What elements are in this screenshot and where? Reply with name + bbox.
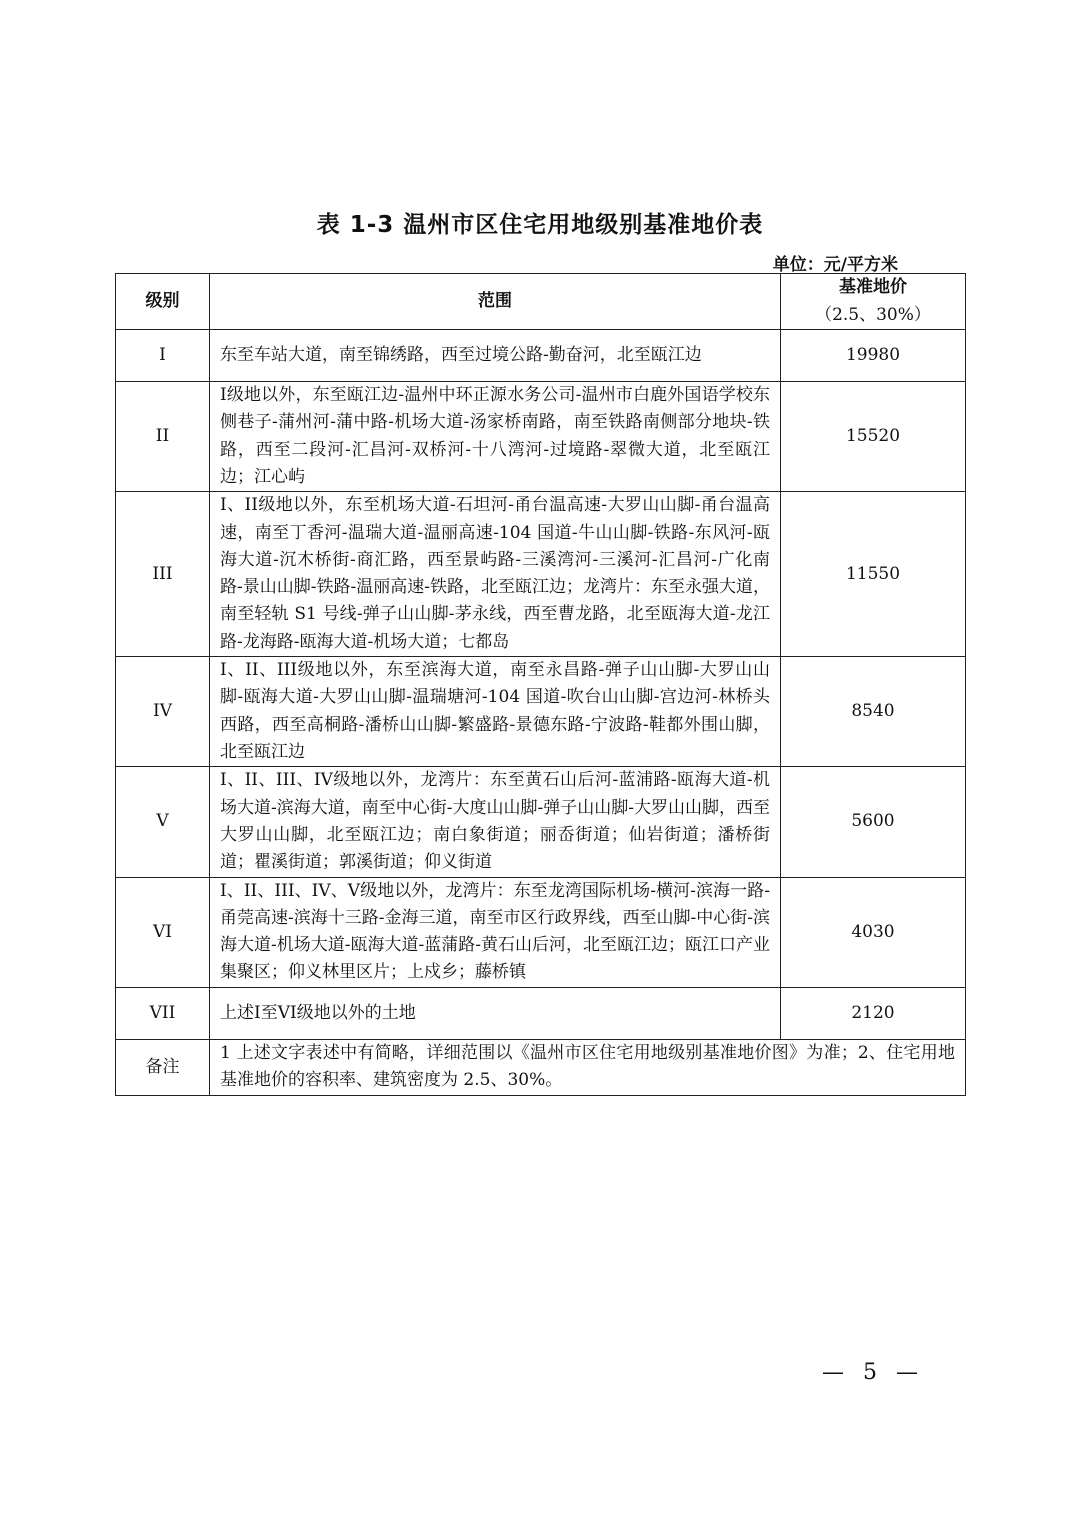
level-cell: IV (116, 657, 210, 767)
unit-label: 单位：元/平方米 (772, 255, 898, 275)
table-row (116, 330, 966, 382)
price-cell: 4030 (781, 877, 966, 987)
range-cell: I、II、III级地以外，东至滨海大道，南至永昌路-弹子山山脚-大罗山山脚-瓯海大道-大罗山山脚-温瑞塘河-104 国道-吹台山山脚-宫边河-林桥头西路，西至高桐路-潘桥山山脚-繁盛路-景德东路-宁波路-鞋都外围山脚，北至瓯江边 (210, 657, 781, 767)
price-cell: 11550 (781, 492, 966, 657)
range-cell: I级地以外，东至瓯江边-温州中环正源水务公司-温州市白鹿外国语学校东侧巷子-蒲州河-蒲中路-机场大道-汤家桥南路，南至铁路南侧部分地块-铁路，西至二段河-汇昌河-双桥河-十八湾河-过境路-翠微大道，北至瓯江边；江心屿 (210, 382, 781, 492)
price-cell: 2120 (781, 987, 966, 1039)
table-row (116, 767, 966, 877)
header-range: 范围 (210, 274, 781, 330)
page-number: — 5 — (822, 1360, 924, 1385)
price-cell: 8540 (781, 657, 966, 767)
level-cell: III (116, 492, 210, 657)
note-row (116, 1039, 966, 1095)
range-cell: 上述I至VI级地以外的土地 (210, 987, 781, 1039)
table-title: 表 1-3 温州市区住宅用地级别基准地价表 (316, 212, 764, 238)
table-row (116, 877, 966, 987)
level-cell: VII (116, 987, 210, 1039)
level-cell: VI (116, 877, 210, 987)
header-price-sub: （2.5、30%） (815, 304, 931, 325)
price-cell: 19980 (781, 330, 966, 382)
header-level: 级别 (116, 274, 210, 330)
level-cell: I (116, 330, 210, 382)
table-header-row (116, 274, 966, 330)
range-cell: I、II级地以外，东至机场大道-石坦河-甬台温高速-大罗山山脚-甬台温高速，南至丁香河-温瑞大道-温丽高速-104 国道-牛山山脚-铁路-东风河-瓯海大道-沉木桥街-商汇路，西至景屿路-三溪湾河-三溪河-汇昌河-广化南路-景山山脚-铁路-温丽高速-铁路，北至瓯江边；龙湾片：东至永强大道，南至轻轨 S1 号线-弹子山山脚-茅永线，西至曹龙路，北至瓯海大道-龙江路-龙海路-瓯海大道-机场大道；七都岛 (210, 492, 781, 657)
land-price-table (115, 273, 966, 1096)
level-cell: V (116, 767, 210, 877)
price-cell: 15520 (781, 382, 966, 492)
range-cell: I、II、III、IV级地以外，龙湾片：东至黄石山后河-蓝浦路-瓯海大道-机场大道-滨海大道，南至中心街-大度山山脚-弹子山山脚-大罗山山脚，西至大罗山山脚，北至瓯江边；南白象街道；丽岙街道；仙岩街道；潘桥街道；瞿溪街道；郭溪街道；仰义街道 (210, 767, 781, 877)
table-row (116, 987, 966, 1039)
range-cell: I、II、III、IV、V级地以外，龙湾片：东至龙湾国际机场-横河-滨海一路-甬莞高速-滨海十三路-金海三道，南至市区行政界线，西至山脚-中心街-滨海大道-机场大道-瓯海大道-蓝蒲路-黄石山后河，北至瓯江边；瓯江口产业集聚区；仰义林里区片；上戍乡；藤桥镇 (210, 877, 781, 987)
table-row (116, 657, 966, 767)
table-row (116, 382, 966, 492)
range-cell: 东至车站大道，南至锦绣路，西至过境公路-勤奋河，北至瓯江边 (210, 330, 781, 382)
note-label: 备注 (116, 1039, 210, 1095)
note-text: 1 上述文字表述中有简略，详细范围以《温州市区住宅用地级别基准地价图》为准；2、住宅用地基准地价的容积率、建筑密度为 2.5、30%。 (210, 1039, 966, 1095)
header-price-label: 基准地价 (839, 277, 907, 298)
level-cell: II (116, 382, 210, 492)
table-row (116, 492, 966, 657)
price-cell: 5600 (781, 767, 966, 877)
header-price (781, 274, 966, 330)
